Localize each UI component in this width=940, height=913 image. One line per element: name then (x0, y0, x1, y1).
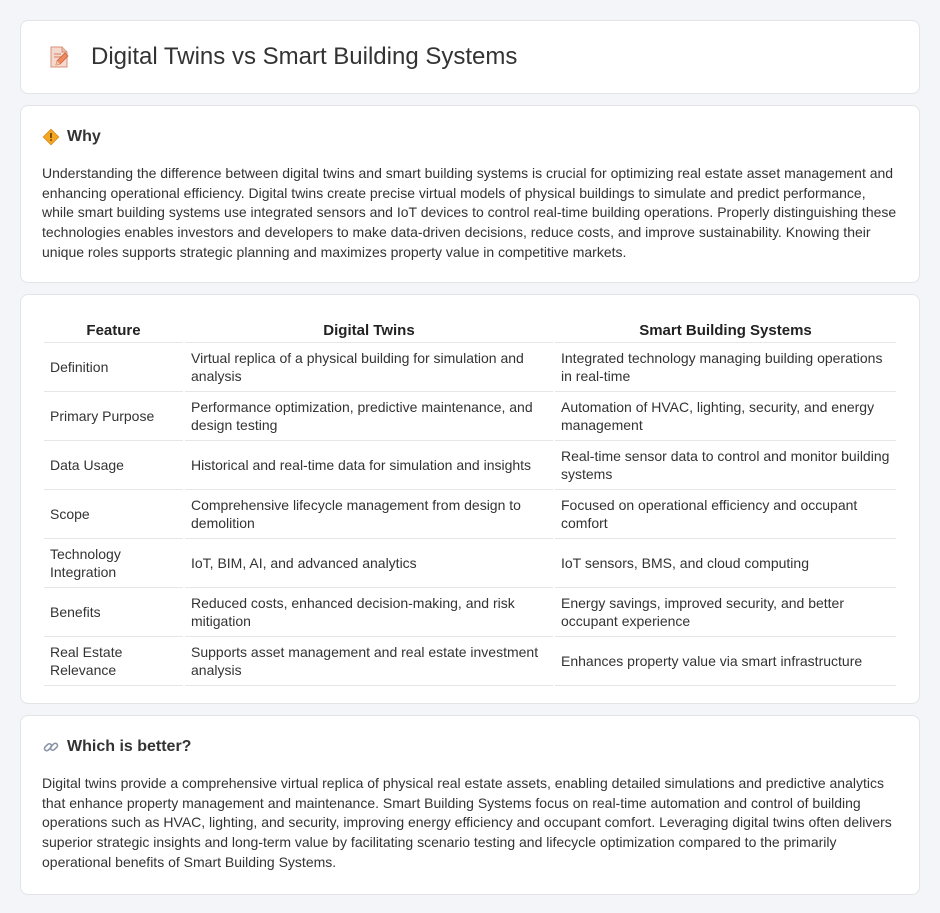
why-heading-label: Why (67, 128, 101, 145)
table-cell: Enhances property value via smart infrastructure (555, 637, 896, 686)
column-header-digital-twins: Digital Twins (185, 313, 553, 343)
table-cell: Automation of HVAC, lighting, security, and energy management (555, 392, 896, 441)
table-cell: Reduced costs, enhanced decision-making, and risk mitigation (185, 588, 553, 637)
table-row (44, 588, 896, 637)
table-row (44, 539, 896, 588)
table-header-row (44, 313, 896, 343)
table-cell: Data Usage (44, 441, 183, 490)
table-cell: Comprehensive lifecycle management from design to demolition (185, 490, 553, 539)
document-pencil-icon (47, 45, 71, 69)
table-cell: Virtual replica of a physical building for simulation and analysis (185, 343, 553, 392)
table-cell: IoT, BIM, AI, and advanced analytics (185, 539, 553, 588)
table-cell: Real-time sensor data to control and monitor building systems (555, 441, 896, 490)
which-heading-label: Which is better? (67, 738, 192, 755)
column-header-smart-building-systems: Smart Building Systems (555, 313, 896, 343)
table-row (44, 343, 896, 392)
table-cell: Energy savings, improved security, and better occupant experience (555, 588, 896, 637)
table-cell: Integrated technology managing building operations in real-time (555, 343, 896, 392)
table-cell: Technology Integration (44, 539, 183, 588)
table-row (44, 637, 896, 686)
which-text: Digital twins provide a comprehensive virtual replica of physical real estate assets, enabling detailed simulations and predictive analytics that enhance property management and maintenance. Smart Building Systems focus on real-time automation and control of building operations such as HVAC, lighting, and security, improving energy efficiency and occupant comfort. Leveraging digital twins often delivers superior strategic insights and long-term value by facilitating scenario testing and lifecycle optimization compared to the primarily operational benefits of Smart Building Systems. (42, 775, 892, 870)
which-heading (42, 736, 898, 758)
title-card (20, 20, 920, 94)
why-text: Understanding the difference between digital twins and smart building systems is crucial for optimizing real estate asset management and enhancing operational efficiency. Digital twins create precise virtual models of physical buildings to simulate and predict performance, while smart building systems use integrated sensors and IoT devices to control real-time building operations. Properly distinguishing these technologies enables investors and developers to make data-driven decisions, reduce costs, and improve sustainability. Knowing their unique roles supports strategic planning and maximizes property value in competitive markets. (42, 165, 897, 260)
why-section (20, 105, 920, 283)
table-row (44, 392, 896, 441)
table-cell: Focused on operational efficiency and occupant comfort (555, 490, 896, 539)
diamond-warning-icon (42, 128, 60, 146)
table-cell: Supports asset management and real estate investment analysis (185, 637, 553, 686)
comparison-table-card (20, 294, 920, 704)
comparison-table (42, 313, 898, 686)
page-title: Digital Twins vs Smart Building Systems (91, 43, 518, 70)
table-row (44, 490, 896, 539)
table-cell: Benefits (44, 588, 183, 637)
table-cell: Definition (44, 343, 183, 392)
table-cell: Performance optimization, predictive maintenance, and design testing (185, 392, 553, 441)
which-section (20, 715, 920, 895)
why-heading (42, 126, 898, 148)
table-row (44, 441, 896, 490)
table-cell: Scope (44, 490, 183, 539)
table-cell: IoT sensors, BMS, and cloud computing (555, 539, 896, 588)
link-icon (42, 738, 60, 756)
table-cell: Real Estate Relevance (44, 637, 183, 686)
column-header-feature: Feature (44, 313, 183, 343)
table-cell: Historical and real-time data for simulation and insights (185, 441, 553, 490)
table-cell: Primary Purpose (44, 392, 183, 441)
